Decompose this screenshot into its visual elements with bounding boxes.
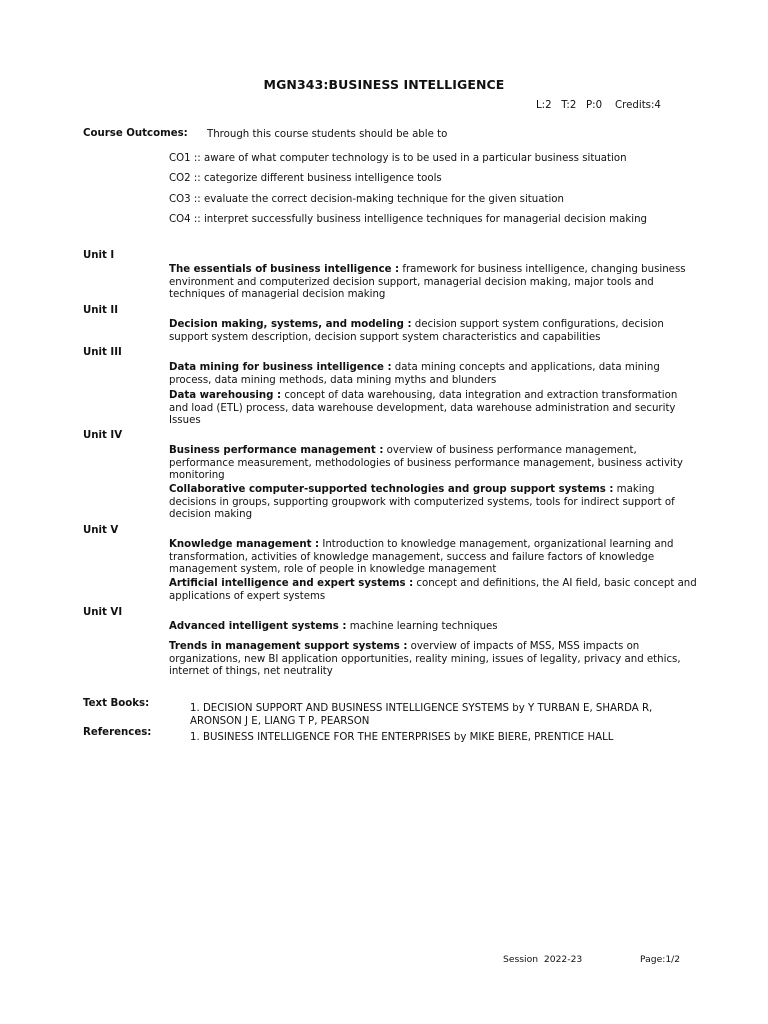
topic-text: Introduction to knowledge management, organizational learning and transformation, activities of knowledge management, success and failure factors of knowledge management system, role of people in knowledge management (169, 539, 674, 575)
unit-topic (169, 641, 699, 679)
topic-heading: Advanced intelligent systems : (169, 621, 347, 632)
topic-text: making decisions in groups, supporting groupwork with computerized systems, tools for indirect support of decision making (169, 484, 675, 520)
course-outcome-item: CO2 :: categorize different business intelligence tools (169, 173, 442, 184)
unit-label: Unit IV (83, 430, 123, 441)
course-title: MGN343:BUSINESS INTELLIGENCE (263, 77, 505, 92)
topic-heading: Business performance management : (169, 445, 384, 456)
unit-topic (169, 362, 699, 387)
topic-text: machine learning techniques (346, 621, 498, 632)
topic-heading: Artificial intelligence and expert systems : (169, 578, 414, 589)
topic-text: concept and definitions, the AI field, basic concept and applications of expert systems (169, 578, 697, 602)
course-outcomes-label: Course Outcomes: (83, 128, 188, 139)
topic-heading: Data mining for business intelligence : (169, 362, 392, 373)
topic-heading: The essentials of business intelligence : (169, 264, 400, 275)
unit-topic (169, 484, 699, 522)
unit-topic (169, 390, 699, 428)
unit-label: Unit V (83, 525, 119, 536)
topic-heading: Decision making, systems, and modeling : (169, 319, 412, 330)
unit-topic (169, 319, 699, 344)
page-number: Page:1/2 (640, 954, 681, 965)
topic-heading: Collaborative computer-supported technologies and group support systems : (169, 484, 614, 495)
unit-topic (169, 264, 699, 302)
course-outcome-item: CO4 :: interpret successfully business intelligence techniques for managerial decision making (169, 214, 647, 225)
topic-heading: Trends in management support systems : (169, 641, 408, 652)
unit-label: Unit II (83, 305, 119, 316)
topic-heading: Data warehousing : (169, 390, 282, 401)
course-outcome-item: CO3 :: evaluate the correct decision-making technique for the given situation (169, 194, 564, 205)
unit-topic (169, 445, 699, 483)
topic-text: framework for business intelligence, changing business environment and computerized decision support, managerial decision making, major tools and techniques of managerial decision making (169, 264, 686, 300)
topic-text: overview of business performance management, performance measurement, methodologies of business performance management, business activity monitoring (169, 445, 683, 481)
topic-text: concept of data warehousing, data integration and extraction transformation and load (ETL) process, data warehouse development, data warehouse administration and security Issues (169, 390, 678, 426)
course-outcome-item: CO1 :: aware of what computer technology is to be used in a particular business situation (169, 153, 627, 164)
text-books-label: Text Books: (83, 698, 150, 709)
topic-heading: Knowledge management : (169, 539, 320, 550)
reference-item: 1. BUSINESS INTELLIGENCE FOR THE ENTERPRISES by MIKE BIERE, PRENTICE HALL (190, 732, 614, 743)
unit-label: Unit VI (83, 607, 123, 618)
unit-topic (169, 578, 699, 603)
topic-text: data mining concepts and applications, data mining process, data mining methods, data mining myths and blunders (169, 362, 660, 386)
session-label: Session 2022-23 (503, 954, 583, 965)
unit-label: Unit III (83, 347, 122, 358)
topic-text: overview of impacts of MSS, MSS impacts on organizations, new BI application opportunities, reality mining, issues of legality, privacy and ethics, internet of things, net neutrality (169, 641, 681, 677)
unit-topic (169, 539, 699, 577)
credits-line: L:2 T:2 P:0 Credits:4 (536, 100, 661, 111)
text-book-item: 1. DECISION SUPPORT AND BUSINESS INTELLIGENCE SYSTEMS by Y TURBAN E, SHARDA R, ARONSON J E, LIANG T P, PEARSON (190, 703, 653, 727)
unit-label: Unit I (83, 250, 115, 261)
topic-text: decision support system configurations, decision support system description, decision support system characteristics and capabilities (169, 319, 664, 343)
unit-topic (169, 621, 699, 634)
course-outcomes-intro: Through this course students should be able to (207, 129, 448, 140)
references-label: References: (83, 727, 152, 738)
